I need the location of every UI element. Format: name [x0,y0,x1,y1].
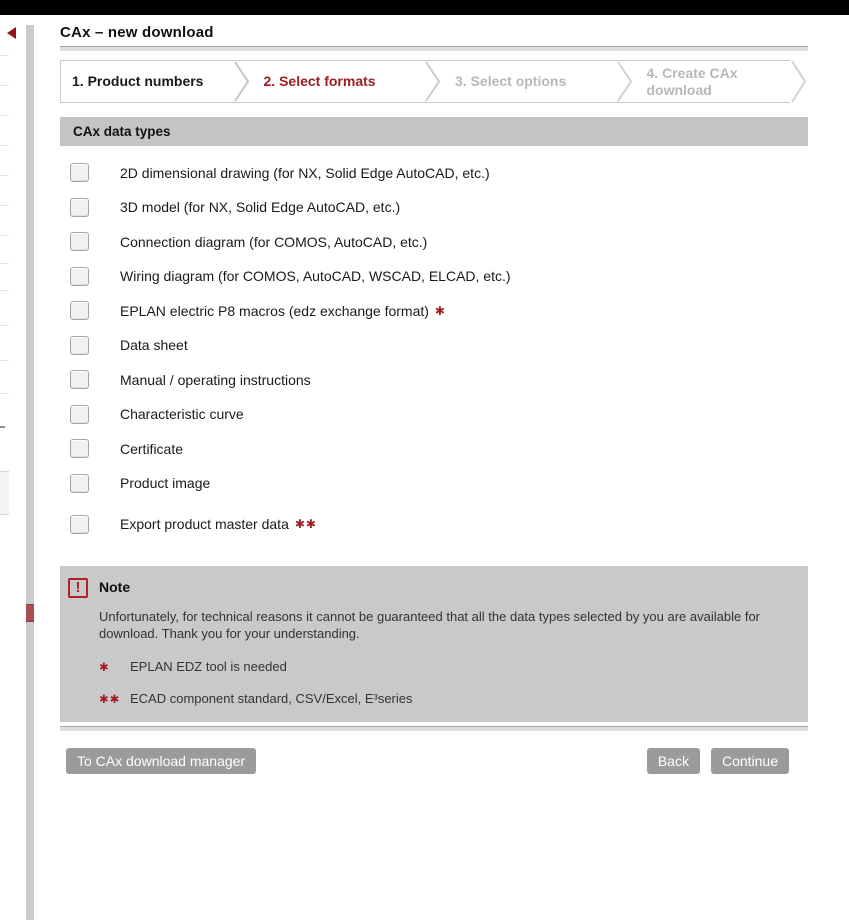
splitter-handle[interactable] [26,604,34,622]
row-wiring-diagram[interactable]: Wiring diagram (for COMOS, AutoCAD, WSCAD, ELCAD, etc.) [70,267,808,286]
footnote-eplan [99,659,794,674]
row-certificate[interactable]: Certificate [70,439,808,458]
checkbox[interactable] [70,267,89,286]
divider-bottom [60,726,808,731]
divider-top [60,46,808,51]
data-type-list [60,146,808,534]
continue-button[interactable]: Continue [711,748,789,774]
chevron-right-icon [790,60,810,103]
row-connection-diagram[interactable]: Connection diagram (for COMOS, AutoCAD, etc.) [70,232,808,251]
panel-tick [0,426,5,428]
checkbox[interactable] [70,198,89,217]
collapse-panel-button[interactable] [5,25,21,41]
triangle-left-icon [7,27,16,39]
to-cax-download-manager-button[interactable]: To CAx download manager [66,748,256,774]
note-title: Note [99,578,131,595]
row-manual-operating-instructions[interactable]: Manual / operating instructions [70,370,808,389]
footnote-marker: ✱ [99,659,110,674]
step-select-options[interactable]: 3. Select options [455,73,567,89]
checkbox[interactable] [70,405,89,424]
checkbox[interactable] [70,232,89,251]
panel-selected-row [0,471,9,515]
row-export-product-master-data[interactable]: Export product master data ✱✱ [70,515,808,534]
footnote-text: EPLAN EDZ tool is needed [130,658,287,674]
step-product-numbers[interactable]: 1. Product numbers [72,73,204,89]
action-bar [60,748,808,774]
checkbox[interactable] [70,370,89,389]
chevron-right-icon [233,61,253,102]
row-data-sheet[interactable]: Data sheet [70,336,808,355]
back-button[interactable]: Back [647,748,700,774]
step-select-formats[interactable]: 2. Select formats [263,73,376,89]
chevron-right-icon [424,61,444,102]
row-eplan-p8-macros[interactable]: EPLAN electric P8 macros (edz exchange format) ✱ [70,301,808,320]
cax-download-wizard [60,15,808,774]
step-create-download[interactable]: 4. Create CAx download [646,64,738,98]
checkbox[interactable] [70,301,89,320]
footnote-marker: ✱✱ [99,691,121,706]
checkbox[interactable] [70,336,89,355]
checkbox[interactable] [70,439,89,458]
note-box [60,566,808,722]
checkbox[interactable] [70,163,89,182]
row-characteristic-curve[interactable]: Characteristic curve [70,405,808,424]
top-black-bar [0,0,849,15]
splitter-bar[interactable] [26,25,34,920]
page-title: CAx – new download [60,24,214,41]
warning-icon: ! [68,578,88,598]
note-body: Unfortunately, for technical reasons it cannot be guaranteed that all the data types selected by you are available for download. Thank you for your understanding. [99,608,761,641]
collapsed-side-panel [0,15,9,920]
footnote-text: ECAD component standard, CSV/Excel, E³series [130,690,413,706]
section-header-cax-data-types: CAx data types [60,117,808,146]
checkbox[interactable] [70,515,89,534]
row-3d-model[interactable]: 3D model (for NX, Solid Edge AutoCAD, etc.) [70,198,808,217]
footnote-ecad [99,691,794,706]
row-2d-dimensional-drawing[interactable]: 2D dimensional drawing (for NX, Solid Edge AutoCAD, etc.) [70,163,808,182]
checkbox[interactable] [70,474,89,493]
wizard-step-bar [60,60,808,103]
chevron-right-icon [616,61,636,102]
row-product-image[interactable]: Product image [70,474,808,493]
